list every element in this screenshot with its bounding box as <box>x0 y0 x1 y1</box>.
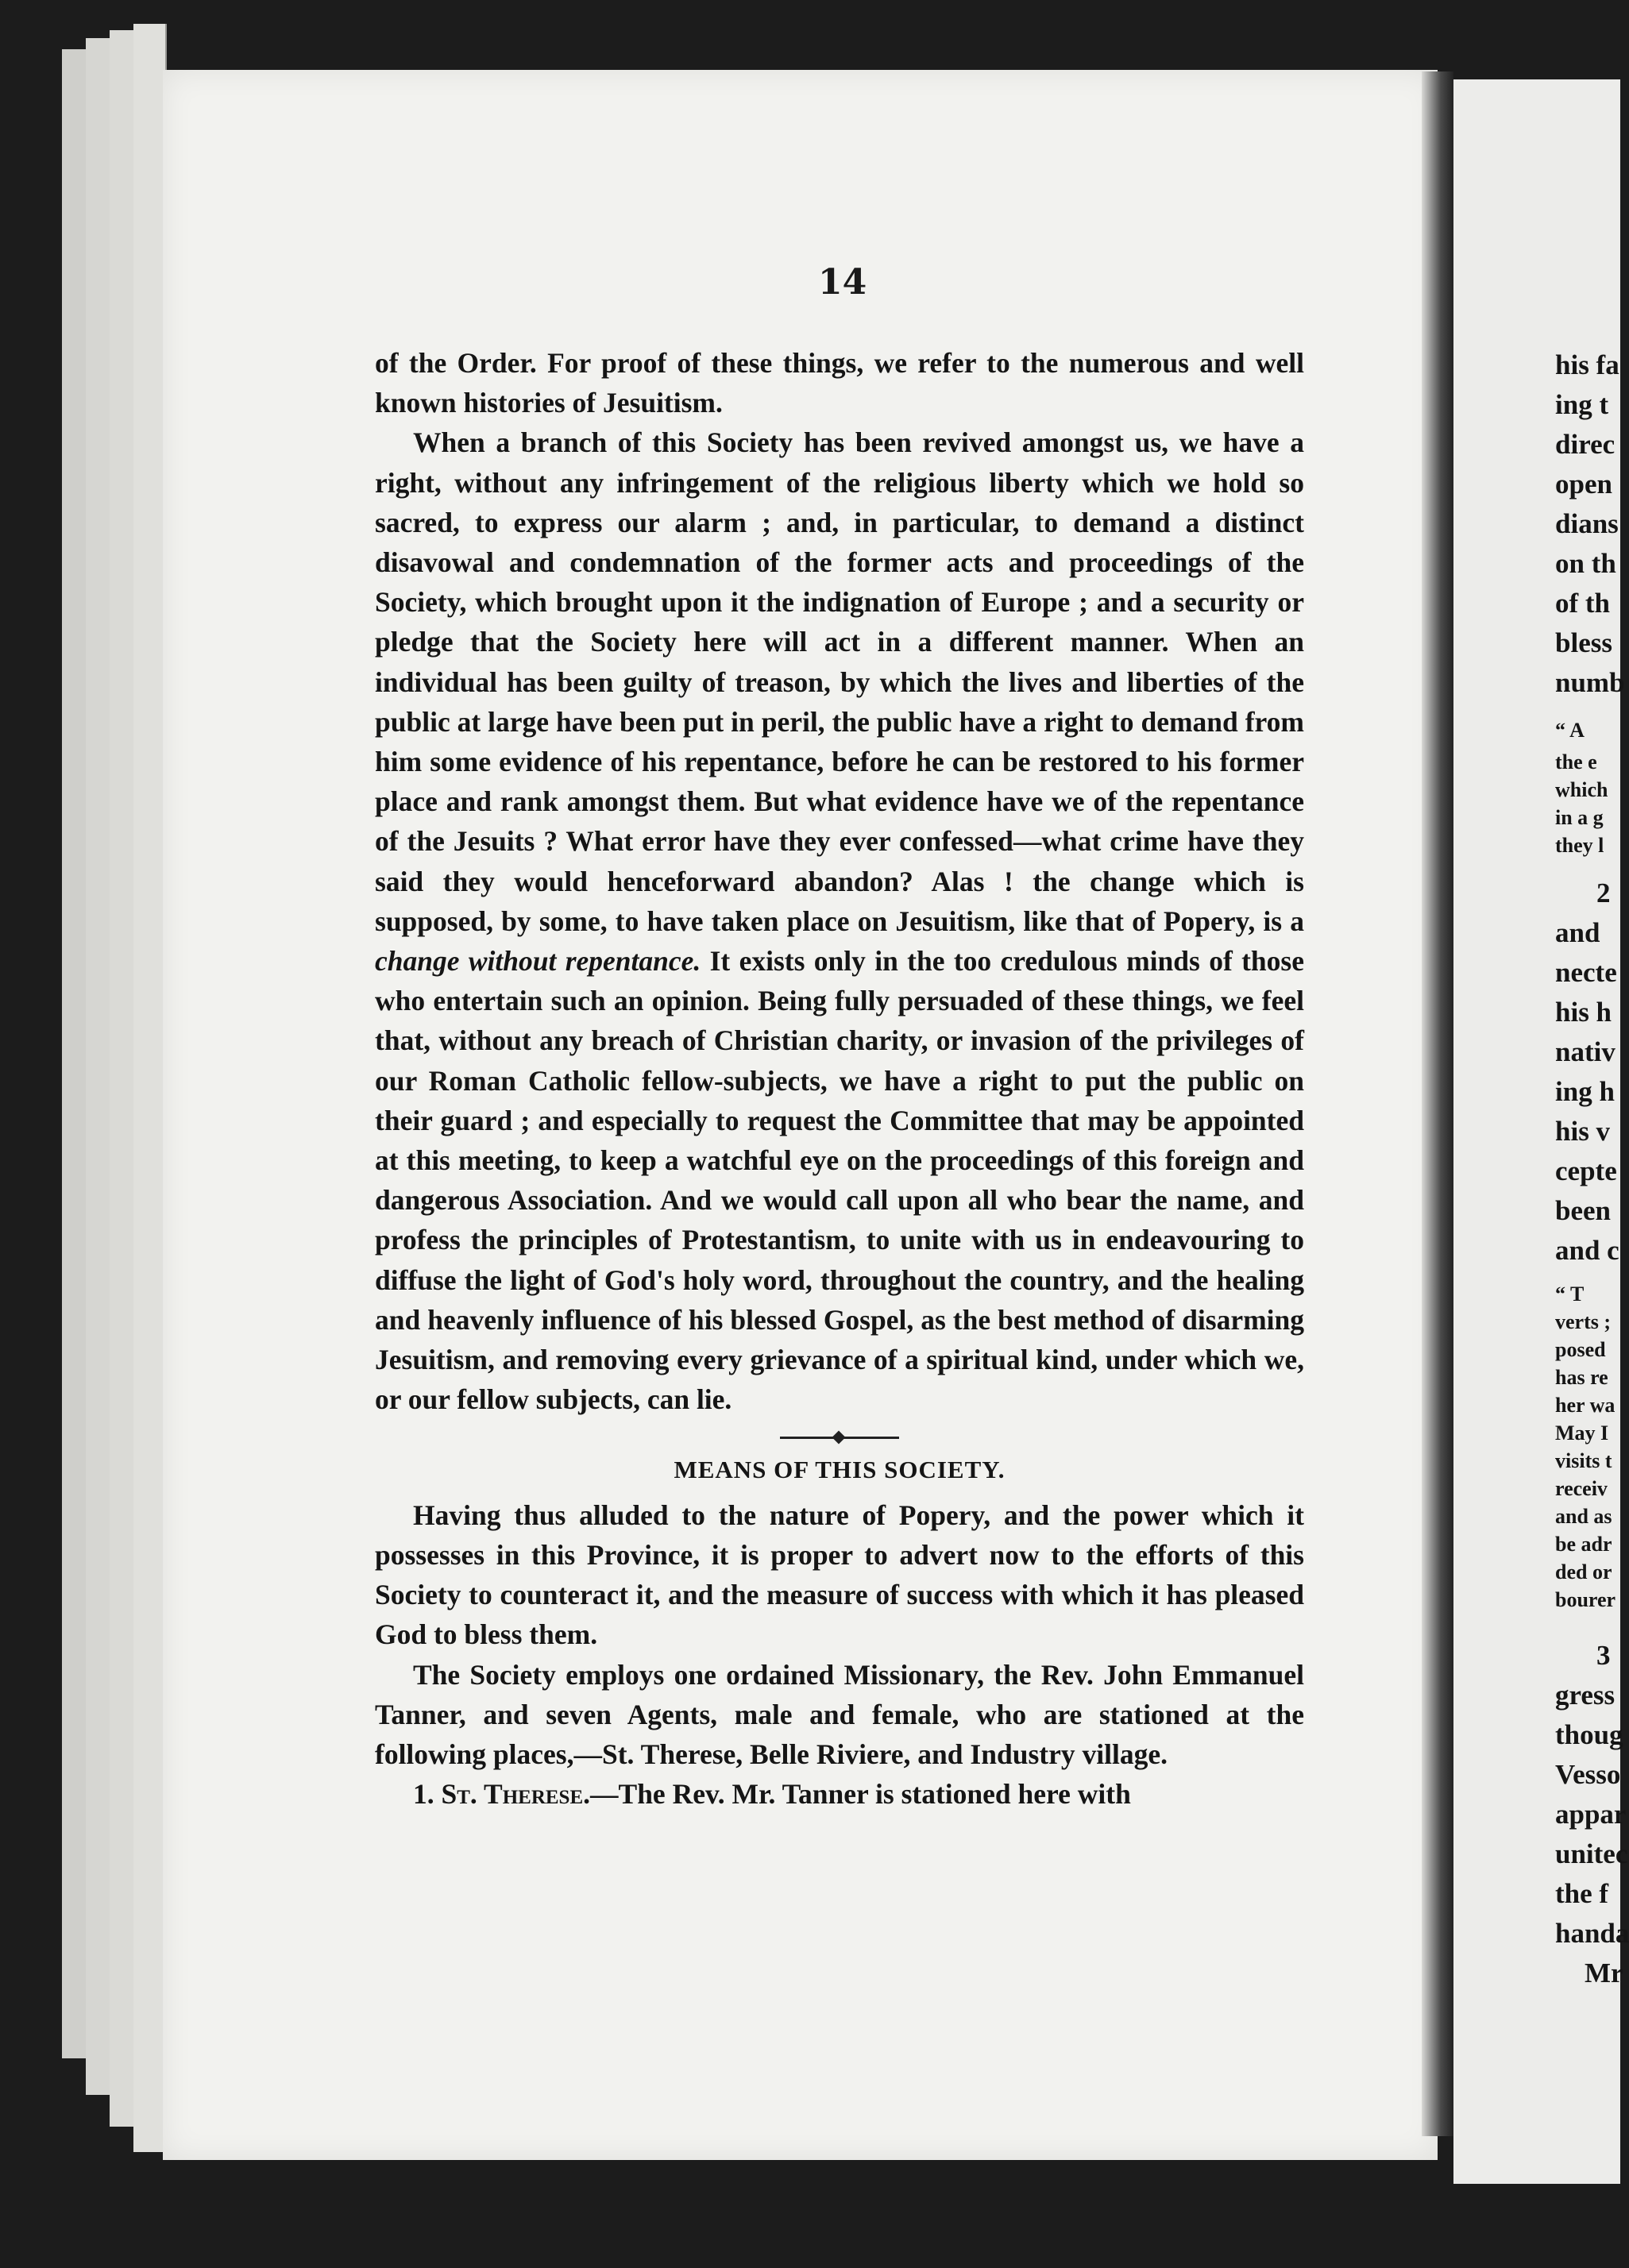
right-page-line: of th <box>1555 588 1611 619</box>
right-page-note-line: posed <box>1555 1338 1606 1361</box>
paragraph-5 <box>375 1774 1304 1814</box>
book-gutter <box>1422 71 1453 2136</box>
paragraph-5-text: —The Rev. Mr. Tanner is stationed here with <box>590 1778 1131 1811</box>
right-page-note-line: they l <box>1555 834 1604 857</box>
right-page-line: ing t <box>1555 389 1609 420</box>
right-page-line: handa <box>1555 1918 1629 1949</box>
right-page-line: unitec <box>1555 1838 1628 1869</box>
right-page-note-line: bourer <box>1555 1588 1616 1611</box>
section-heading: MEANS OF THIS SOCIETY. <box>674 1456 1006 1484</box>
right-page-line: his fa <box>1555 349 1619 380</box>
paragraph-4: The Society employs one ordained Missionary, the Rev. John Emmanuel Tanner, and seven Agents, male and female, who are stationed at the following places,—St. Therese, Belle Riviere, and Industry village. <box>375 1658 1304 1770</box>
right-page-note-line: visits t <box>1555 1449 1612 1472</box>
right-page-line: cepte <box>1555 1155 1617 1186</box>
emphasis-change-without-repentance: change without repentance. <box>375 945 701 978</box>
right-page-line: and c <box>1555 1235 1619 1266</box>
right-page-note-line: which <box>1555 778 1608 801</box>
page-edge <box>133 24 167 2152</box>
right-page-line: gress <box>1555 1680 1615 1711</box>
section-divider <box>780 1437 899 1439</box>
right-page-line: nativ <box>1555 1036 1615 1067</box>
right-page-note-line: verts ; <box>1555 1310 1612 1333</box>
right-page-note-line: the e <box>1555 750 1597 773</box>
right-page-line: been <box>1555 1195 1611 1226</box>
right-page-line: his v <box>1555 1116 1611 1147</box>
right-page-line: numb <box>1555 667 1625 698</box>
paragraph-3: Having thus alluded to the nature of Popery, and the power which it possesses in this Province, it is proper to advert now to the efforts of this Society to counteract it, and the measure of success with which it has pleased God to bless them. <box>375 1498 1304 1651</box>
right-page-line: direc <box>1555 429 1615 460</box>
page-edge <box>110 30 135 2127</box>
right-page-line: 2 <box>1596 878 1611 908</box>
right-page-line: ing h <box>1555 1076 1615 1107</box>
page-edge <box>86 38 111 2095</box>
right-page-line: necte <box>1555 957 1617 988</box>
right-page-note-line: “ A <box>1555 719 1585 742</box>
right-page-note-line: “ T <box>1555 1282 1585 1306</box>
right-page-note-line: May I <box>1555 1421 1609 1444</box>
right-page-note-line: be adr <box>1555 1533 1612 1556</box>
right-page-line: Mr <box>1585 1958 1623 1988</box>
right-page-line: bless <box>1555 627 1612 658</box>
page-number: 14 <box>818 262 867 303</box>
right-page-note-line: ded or <box>1555 1560 1612 1583</box>
right-page-note-line: in a g <box>1555 806 1604 829</box>
paragraph-2 <box>375 422 1304 1419</box>
right-page-line: appar <box>1555 1799 1627 1830</box>
right-page-line: thoug <box>1555 1719 1623 1750</box>
paragraph-2-text: When a branch of this Society has been revived amongst us, we have a right, without any infringement of the religious liberty which we hold so sacred, to express our alarm ; and, in particular, to demand a distinct disavowal and condemnation of the former acts and proceedings of the Society, which brought upon it the indignation of Europe ; and a security or pledge that the Society here will act in a different manner. When an individual has been guilty of treason, by which the lives and liberties of the public at large have been put in peril, the public have a right to demand from him some evidence of his repentance, before he can be restored to his former place and rank amongst them. But what evidence have we of the repentance of the Jesuits ? What error have they ever confessed—what crime have they said they would henceforward abandon? Alas ! the change which is supposed, by some, to have taken place on Jesuitism, like that of Popery, is a <box>375 426 1304 937</box>
right-page-line: 3 <box>1596 1640 1611 1671</box>
right-page-line: open <box>1555 469 1612 499</box>
right-page-line: and <box>1555 917 1600 948</box>
right-page-line: his h <box>1555 997 1612 1028</box>
right-page-note-line: receiv <box>1555 1477 1608 1500</box>
paragraph-2-continued: It exists only in the too credulous minds of those who entertain such an opinion. Being fully persuaded of these things, we feel that, without any breach of Christian charity, or invasion of the privileges of our Roman Catholic fellow-subjects, we have a right to put the public on their guard ; and especially to request the Committee that may be appointed at this meeting, to keep a watchful eye on the proceedings of this foreign and dangerous Association. And we would call upon all who bear the name, and profess the principles of Protestantism, to unite with us in endeavouring to diffuse the light of God's holy word, throughout the country, and the healing and heavenly influence of his blessed Gospel, as the best method of disarming Jesuitism, and removing every grievance of a spiritual kind, under which we, or our fellow subjects, can lie. <box>375 945 1304 1416</box>
st-therese-heading: 1. St. Therese. <box>413 1778 591 1811</box>
right-page-line: Vesso <box>1555 1759 1621 1790</box>
right-page-line: on th <box>1555 548 1616 579</box>
page-edge <box>62 49 87 2058</box>
right-page-line: dians <box>1555 508 1619 539</box>
right-page-note-line: has re <box>1555 1366 1608 1389</box>
right-page-line: the f <box>1555 1878 1609 1909</box>
page-body-text <box>375 343 1304 1814</box>
right-page-note-line: her wa <box>1555 1394 1615 1417</box>
paragraph-1: of the Order. For proof of these things, we refer to the numerous and well known histories of Jesuitism. <box>375 347 1304 419</box>
right-page-note-line: and as <box>1555 1505 1612 1528</box>
